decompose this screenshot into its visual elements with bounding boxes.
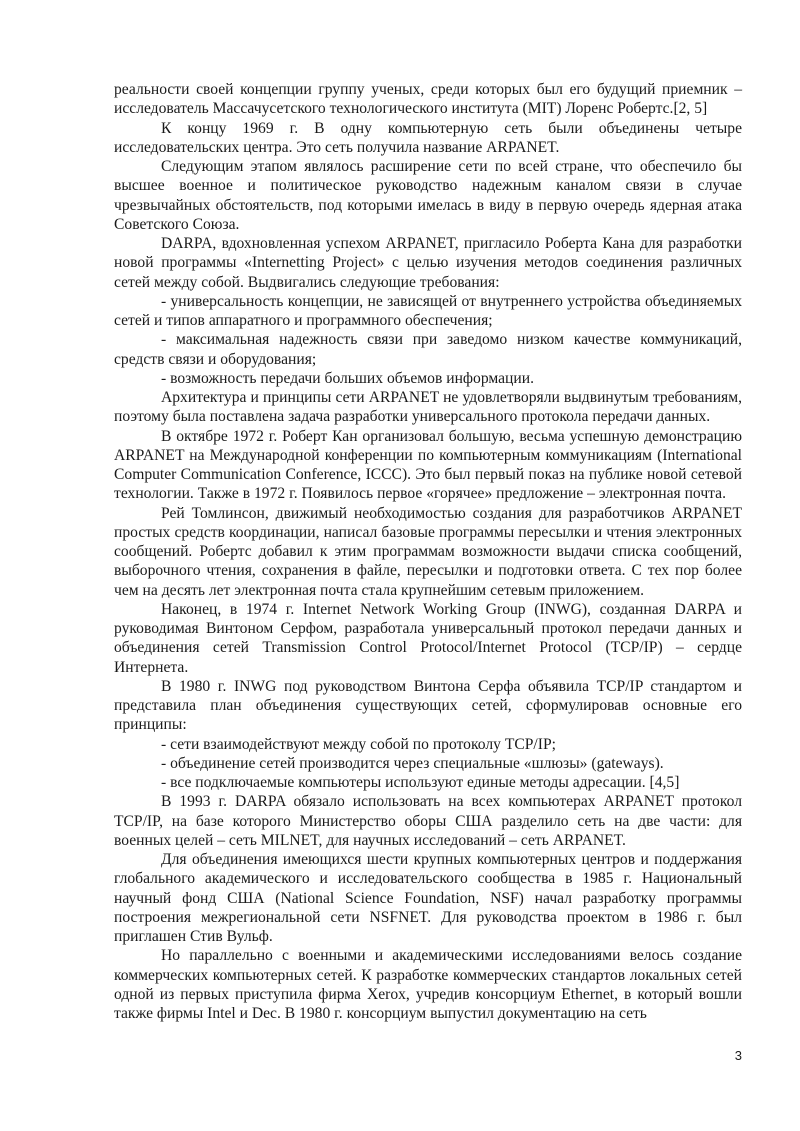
paragraph: - возможность передачи больших объемов информации. — [161, 369, 534, 387]
paragraph: К концу 1969 г. В одну компьютерную сеть были объединены четыре исследовательских центра. Это сеть получила название ARPANET. — [114, 119, 742, 156]
paragraph: В 1980 г. INWG под руководством Винтона Серфа объявила TCP/IP стандартом и представила план объединения существующих сетей, сформулировав основные его принципы: — [114, 677, 742, 734]
paragraph: Для объединения имеющихся шести крупных компьютерных центров и поддержания глобального академического и исследовательского сообщества в 1985 г. Национальный научный фонд США (National Science Foundation, NSF) начал разработку программы построения межрегиональной сети NSFNET. Для руководства проектом в 1986 г. был приглашен Стив Вульф. — [114, 851, 742, 945]
paragraph: Но параллельно с военными и академическими исследованиями велось создание коммерческих компьютерных сетей. К разработке коммерческих стандартов локальных сетей одной из первых приступила фирма Xerox, учредив консорциум Ethernet, в который вошли также фирмы Intel и Dec. В 1980 г. консорциум выпустил документацию на сеть — [114, 947, 742, 1022]
paragraph: реальности своей концепции группу ученых, среди которых был его будущий приемник – исследователь Массачусетского технологического института (MIT) Лоренс Робертс.[2, 5] — [114, 81, 742, 118]
paragraph: В октябре 1972 г. Роберт Кан организовал большую, весьма успешную демонстрацию ARPANET на Международной конференции по компьютерным коммуникациям (International Computer Communication Conference, ICCC). Это был первый показ на публике новой сетевой технологии. Также в 1972 г. Появилось первое «горячее» предложение – электронная почта. — [114, 427, 742, 503]
paragraph: В 1993 г. DARPA обязало использовать на всех компьютерах ARPANET протокол TCP/IP, на базе которого Министерство оборы США разделило сеть на две части: для военных целей – сеть MILNET, для научных исследований – сеть ARPANET. — [114, 793, 742, 849]
paragraph: - все подключаемые компьютеры используют единые методы адресации. [4,5] — [161, 774, 680, 791]
paragraph: Рей Томлинсон, движимый необходимостью создания для разработчиков ARPANET простых средств координации, написал базовые программы пересылки и чтения электронных сообщений. Робертс добавил к этим программам возможности выдачи списка сообщений, выборочного чтения, сохранения в файле, пересылки и подготовки ответа. С тех пор более чем на десять лет электронная почта стала крупнейшим сетевым приложением. — [114, 504, 742, 599]
paragraph: Следующим этапом являлось расширение сети по всей стране, что обеспечило бы высшее военное и политическое руководство надежным каналом связи в случае чрезвычайных обстоятельств, под которыми имелась в виду в первую очередь ядерная атака Советского Союза. — [114, 158, 742, 233]
paragraph: DARPA, вдохновленная успехом ARPANET, пригласило Роберта Кана для разработки новой программы «Internetting Project» с целью изучения методов соединения различных сетей между собой. Выдвигались следующие требования: — [114, 235, 742, 291]
paragraph: Наконец, в 1974 г. Internet Network Working Group (INWG), созданная DARPA и руководимая Винтоном Серфом, разработала универсальный протокол передачи данных и объединения сетей Transmission Control Protocol/Internet Protocol (TCP/IP) – сердце Интернета. — [114, 600, 742, 676]
paragraph: - универсальность концепции, не зависящей от внутреннего устройства объединяемых сетей и типов аппаратного и программного обеспечения; — [114, 292, 742, 329]
paragraph: - объединение сетей производится через специальные «шлюзы» (gateways). — [161, 754, 664, 772]
paragraph: - максимальная надежность связи при заведомо низком качестве коммуникаций, средств связи и оборудования; — [114, 331, 742, 368]
body-text — [114, 80, 742, 1023]
paragraph: Архитектура и принципы сети ARPANET не удовлетворяли выдвинутым требованиям, поэтому была поставлена задача разработки универсального протокола передачи данных. — [114, 389, 742, 426]
paragraph: - сети взаимодействуют между собой по протоколу TCP/IP; — [161, 735, 556, 753]
page-number: 3 — [734, 1048, 742, 1063]
